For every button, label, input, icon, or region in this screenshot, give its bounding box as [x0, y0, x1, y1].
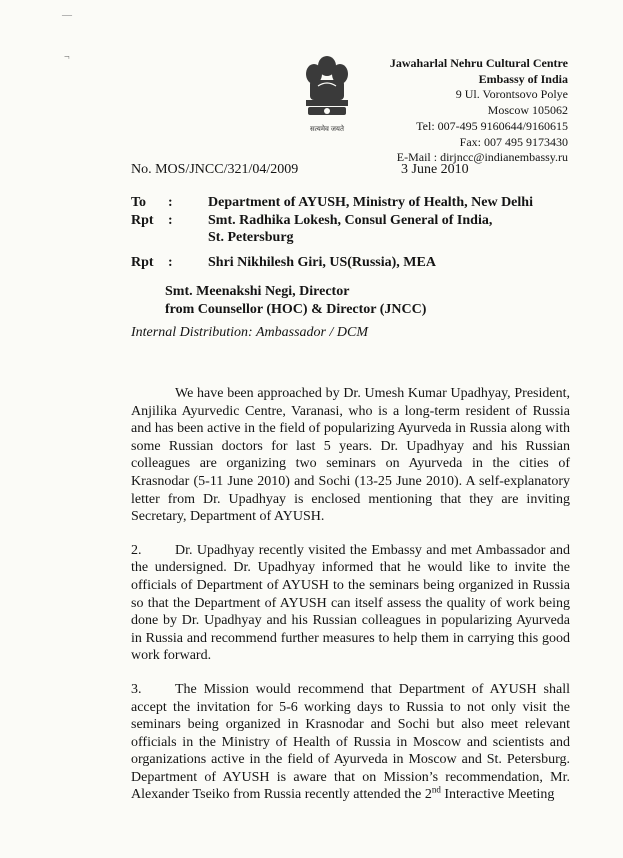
- addressee-sep: :: [168, 195, 173, 210]
- ordinal-suffix: nd: [431, 784, 441, 795]
- paragraph-number: 3.: [131, 681, 142, 697]
- emblem-motto: सत्यमेव जयते: [310, 125, 344, 133]
- paragraph-text: Dr. Upadhyay recently visited the Embassy and met Ambassador and the undersigned. Dr. Upadhyay informed that he would like to invite the officials of Department of AYUSH to the seminars being organized in Russia so that the Department of AYUSH can itself assess the quality of work being done by Dr. Upadhyay and his Russian colleagues in popularizing Ayurveda in Russia and recommend further measures to help them in carrying this good work forward.: [131, 542, 570, 664]
- addressee-key: To: [131, 195, 147, 210]
- addressee-line: Smt. Radhika Lokesh, Consul General of India,: [208, 212, 493, 228]
- letterhead-fax: Fax: 007 495 9173430: [459, 134, 568, 149]
- addressee-line: St. Petersburg: [208, 230, 294, 245]
- scan-speck: —: [62, 10, 72, 21]
- letterhead-embassy: Embassy of India: [478, 71, 568, 86]
- addressee-line: Department of AYUSH, Ministry of Health, New Delhi: [208, 195, 533, 210]
- internal-distribution: Internal Distribution: Ambassador / DCM: [131, 325, 368, 340]
- addressee-row: [131, 194, 571, 212]
- addressee-row: [131, 212, 571, 247]
- addressee-block: [131, 194, 571, 271]
- addressee-sep: :: [168, 254, 173, 270]
- letterhead: [308, 56, 568, 166]
- addressee-key: Rpt: [131, 212, 154, 228]
- paragraph-3: [131, 681, 570, 804]
- addressee-sep: :: [168, 212, 173, 228]
- addressee-key: Rpt: [131, 254, 154, 270]
- reference-line: [131, 162, 566, 178]
- letterhead-org: Jawaharlal Nehru Cultural Centre: [389, 56, 568, 70]
- scan-speck: ¬: [64, 52, 70, 63]
- letter-date: 3 June 2010: [401, 162, 469, 177]
- from-line: from Counsellor (HOC) & Director (JNCC): [165, 301, 427, 317]
- letterhead-city: Moscow 105062: [487, 103, 568, 118]
- letterhead-street: 9 Ul. Vorontsovo Polye: [455, 87, 568, 102]
- reference-number: No. MOS/JNCC/321/04/2009: [131, 162, 299, 177]
- from-line: Smt. Meenakshi Negi, Director: [165, 284, 350, 299]
- addressee-line: Shri Nikhilesh Giri, US(Russia), MEA: [208, 254, 436, 270]
- paragraph-1: We have been approached by Dr. Umesh Kumar Upadhyay, President, Anjilika Ayurvedic Centre, Varanasi, who is a long-term resident of Russia and has been active in the field of popularizing Ayurveda in Russia along with some Russian doctors for last 5 years. Dr. Upadhyay and his Russian colleagues are organizing two seminars on Ayurveda in the cities of Krasnodar (5-11 June 2010) and Sochi (13-25 June 2010). A self-explanatory letter from Dr. Upadhyay is enclosed mentioning that they are inviting Secretary, Department of AYUSH.: [131, 386, 570, 525]
- paragraph-2: [131, 542, 570, 665]
- paragraph-text: The Mission would recommend that Department of AYUSH shall accept the invitation for 5-6 working days to Russia to not only visit the seminars being organized in Krasnodar and Sochi but also meet relevant officials in the Ministry of Health of Russia in Moscow and scientists and organizations active in the field of Ayurveda in Moscow and St. Petersburg. Department of AYUSH is aware that on Mission’s recommendation, Mr. Alexander Tseiko from Russia recently attended the 2: [131, 681, 570, 803]
- from-block: [165, 283, 426, 318]
- letterhead-email: E-Mail : dirjncc@indianembassy.ru: [396, 150, 568, 165]
- addressee-row: [131, 254, 571, 272]
- paragraph-number: 2.: [131, 542, 142, 558]
- letterhead-tel: Tel: 007-495 9160644/9160615: [416, 118, 568, 133]
- paragraph-text: Interactive Meeting: [440, 787, 555, 803]
- letter-body: [131, 385, 570, 820]
